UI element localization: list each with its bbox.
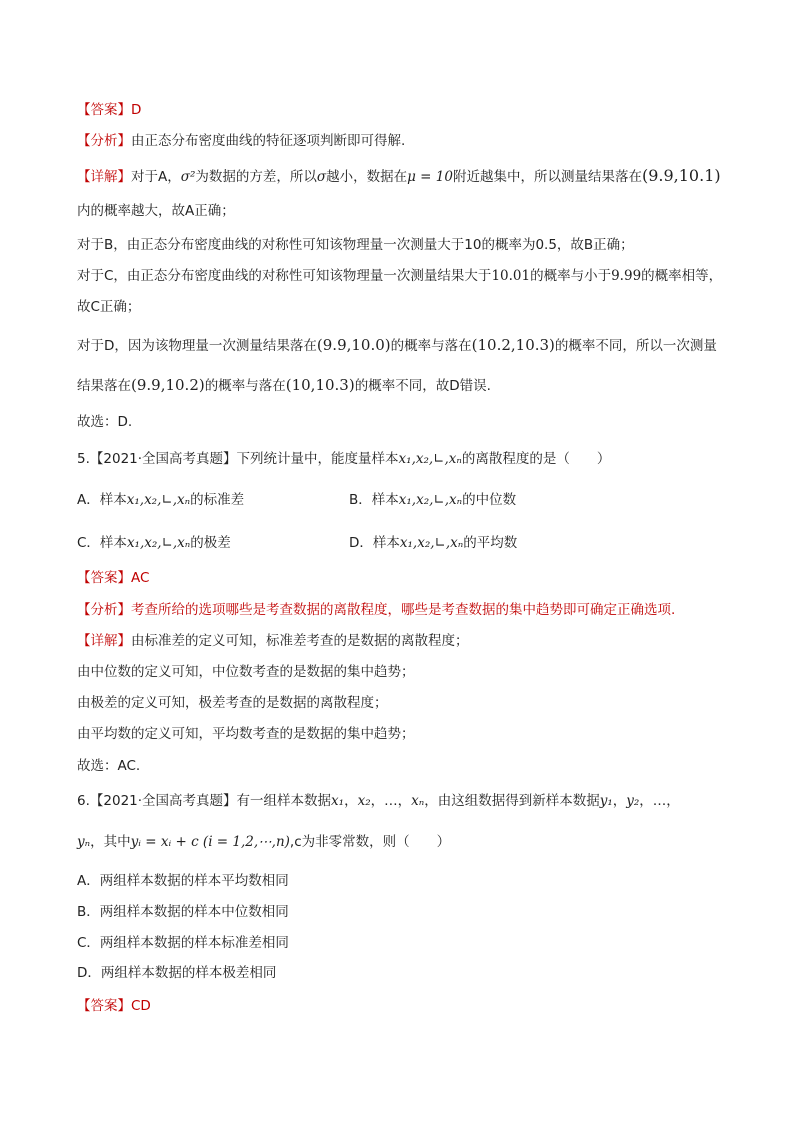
- q6-option-d: [77, 964, 276, 982]
- question-source-tag: 【2021·全国高考真题】: [89, 793, 237, 809]
- analysis-tag: 【分析】: [77, 133, 131, 149]
- detail-tag: 【详解】: [77, 169, 131, 185]
- text: 的概率与落在: [204, 378, 286, 394]
- text: 结果落在: [77, 378, 131, 394]
- answer-tag: 【答案】: [77, 102, 131, 118]
- math-sequence: x₁,x₂,∟,xₙ: [398, 451, 462, 467]
- q5-detail-line4: [77, 725, 415, 743]
- text: ,c为非零常数，则（ ）: [289, 834, 451, 850]
- text: 对于B，由正态分布密度曲线的对称性可知该物理量一次测量大于10的概率为0.5，故B正确；: [77, 237, 634, 253]
- math-y2: y₂: [626, 793, 640, 809]
- q4-detail-line5: [77, 298, 140, 316]
- math-sequence: x₁,x₂,∟,xₙ: [399, 535, 464, 551]
- q4-choose: [77, 413, 132, 431]
- text: 由极差的定义可知，极差考查的是数据的离散程度；: [77, 695, 388, 711]
- text: 下列统计量中，能度量样本: [236, 451, 399, 467]
- text: 越小，数据在: [326, 169, 408, 185]
- text: 的概率相等，: [641, 268, 723, 284]
- q6-answer: [77, 997, 151, 1015]
- answer-value: CD: [131, 998, 151, 1014]
- option-text: 的标准差: [190, 492, 245, 508]
- q6-stem-line2: [77, 833, 450, 851]
- question-number: 6.: [77, 793, 90, 809]
- option-text: 的极差: [190, 535, 231, 551]
- question-source-tag: 【2021·全国高考真题】: [89, 451, 237, 467]
- math-y1: y₁: [599, 793, 613, 809]
- analysis-text: 由正态分布密度曲线的特征逐项判断即可得解.: [131, 133, 406, 149]
- q4-detail-line4: [77, 267, 722, 285]
- text: ，: [344, 793, 358, 809]
- q5-analysis: [77, 601, 675, 619]
- answer-tag: 【答案】: [77, 998, 131, 1014]
- text: 对于A，: [131, 169, 181, 185]
- option-text: A．两组样本数据的样本平均数相同: [77, 873, 289, 889]
- math-x1: x₁: [331, 793, 345, 809]
- text: ，其中: [90, 834, 131, 850]
- q5-option-d: [349, 534, 517, 552]
- math-xn: xₙ: [411, 793, 425, 809]
- math-value: 10.01: [491, 268, 531, 284]
- option-label: C．样本: [77, 535, 127, 551]
- text: 的概率不同，故D错误.: [354, 378, 491, 394]
- q5-detail-line3: [77, 694, 388, 712]
- q5-option-b: [349, 491, 516, 509]
- text: 对于C，由正态分布密度曲线的对称性可知该物理量一次测量结果大于: [77, 268, 492, 284]
- math-interval: (9.9,10.0): [316, 336, 391, 354]
- text: …: [384, 793, 398, 809]
- text: ，: [612, 793, 627, 809]
- text: 由标准差的定义可知，标准差考查的是数据的离散程度；: [131, 633, 469, 649]
- answer-value: D: [131, 102, 142, 118]
- math-interval: (10.2,10.3): [471, 336, 555, 354]
- text: ，: [397, 793, 412, 809]
- text: 的概率与落在: [390, 338, 472, 354]
- math-sigma-squared: σ²: [180, 169, 196, 185]
- option-text: B．两组样本数据的样本中位数相同: [77, 904, 289, 920]
- q4-answer: [77, 101, 141, 119]
- text: 的概率与小于: [530, 268, 612, 284]
- q4-detail-line6: [77, 336, 717, 355]
- option-text: 的中位数: [462, 492, 517, 508]
- q5-answer: [77, 569, 149, 587]
- question-number: 5.: [77, 451, 90, 467]
- option-label: A．样本: [77, 492, 127, 508]
- detail-tag: 【详解】: [77, 633, 131, 649]
- answer-tag: 【答案】: [77, 570, 131, 586]
- text: 附近越集中，所以测量结果落在: [452, 169, 642, 185]
- q4-detail-line2: [77, 202, 235, 220]
- q6-stem-line1: [77, 792, 680, 810]
- math-interval: (10,10.3): [285, 376, 355, 394]
- math-interval: (9.9,10.2): [131, 376, 205, 394]
- math-yn: yₙ: [77, 834, 91, 850]
- option-label: D．样本: [349, 535, 400, 551]
- option-text: C．两组样本数据的样本标准差相同: [77, 935, 289, 951]
- text: 有一组样本数据: [236, 793, 332, 809]
- q5-option-c: [77, 534, 231, 552]
- q5-stem: [77, 450, 610, 468]
- q5-choose: [77, 757, 140, 775]
- text: ，: [370, 793, 385, 809]
- q5-option-a: [77, 491, 244, 509]
- q5-detail-line1: [77, 632, 469, 650]
- text: 由中位数的定义可知，中位数考查的是数据的集中趋势；: [77, 664, 415, 680]
- q4-detail-line1: [77, 167, 721, 186]
- analysis-tag: 【分析】: [77, 602, 131, 618]
- text: ，由这组数据得到新样本数据: [424, 793, 600, 809]
- math-formula: yᵢ = xᵢ + c (i = 1,2,⋯,n): [130, 834, 290, 850]
- math-value: 9.99: [611, 268, 642, 284]
- text: 的离散程度的是（ ）: [461, 451, 611, 467]
- text: 的概率不同，所以一次测量: [554, 338, 717, 354]
- math-sequence: x₁,x₂,∟,xₙ: [126, 492, 191, 508]
- text: 故选：D.: [77, 414, 133, 430]
- q5-detail-line2: [77, 663, 415, 681]
- text: 故C正确；: [77, 299, 141, 315]
- text: 由平均数的定义可知，平均数考查的是数据的集中趋势；: [77, 726, 415, 742]
- q6-option-c: [77, 934, 289, 952]
- option-text: 的平均数: [463, 535, 518, 551]
- math-x2: x₂: [357, 793, 371, 809]
- text: 故选：AC.: [77, 758, 141, 774]
- q6-option-a: [77, 872, 289, 890]
- math-sequence: x₁,x₂,∟,xₙ: [398, 492, 463, 508]
- q4-analysis: [77, 132, 405, 150]
- q4-detail-line3: [77, 236, 634, 254]
- option-label: B．样本: [349, 492, 399, 508]
- q4-detail-line7: [77, 376, 491, 395]
- math-sequence: x₁,x₂,∟,xₙ: [126, 535, 191, 551]
- analysis-text: 考查所给的选项哪些是考查数据的离散程度，哪些是考查数据的集中趋势即可确定正确选项.: [131, 602, 676, 618]
- text: ，…，: [639, 793, 680, 809]
- text: 为数据的方差，所以: [195, 169, 317, 185]
- text: 对于D，因为该物理量一次测量结果落在: [77, 338, 317, 354]
- math-sigma: σ: [316, 169, 327, 185]
- math-interval: (9.9,10.1): [641, 166, 721, 185]
- answer-value: AC: [131, 570, 150, 586]
- q6-option-b: [77, 903, 289, 921]
- text: 内的概率越大，故A正确；: [77, 203, 235, 219]
- option-text: D．两组样本数据的样本极差相同: [77, 965, 277, 981]
- math-mu: μ = 10: [407, 169, 453, 185]
